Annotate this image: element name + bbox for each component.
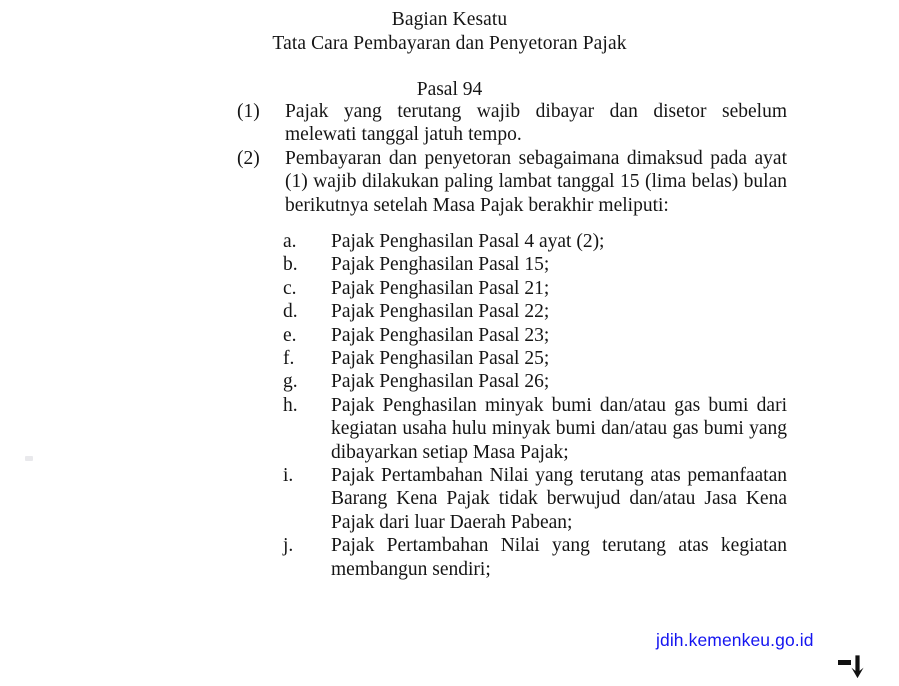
list-item: [283, 464, 787, 534]
list-item-text: Pajak Penghasilan Pasal 23;: [331, 324, 550, 346]
list-item-text: Pajak Pertambahan Nilai yang terutang atas pemanfaatan Barang Kena Pajak tidak berwujud dan/atau Jasa Kena Pajak dari luar Daerah Pabean;: [331, 465, 787, 533]
list-item-text: Pajak Penghasilan Pasal 21;: [331, 277, 550, 299]
list-item-marker: a.: [283, 231, 297, 252]
list-item: [283, 347, 787, 370]
list-item-text: Pajak Penghasilan Pasal 22;: [331, 301, 550, 323]
list-item: [283, 534, 787, 581]
list-item-text: Pajak Penghasilan Pasal 26;: [331, 371, 550, 393]
list-item-marker: i.: [283, 465, 294, 487]
paragraph-text: Pajak yang terutang wajib dibayar dan disetor sebelum melewati tanggal jatuh tempo.: [285, 101, 787, 146]
scan-artifact-speck: [25, 456, 33, 461]
section-heading-block: [0, 8, 899, 56]
section-heading: Bagian Kesatu: [391, 9, 508, 30]
list-item-text: Pajak Penghasilan minyak bumi dan/atau gas bumi dari kegiatan usaha hulu minyak bumi dan/atau gas bumi yang dibayarkan setiap Masa Pajak;: [331, 394, 787, 463]
list-item: [283, 230, 787, 253]
paragraph-text: Pembayaran dan penyetoran sebagaimana dimaksud pada ayat (1) wajib dilakukan paling lambat tanggal 15 (lima belas) bulan berikutnya setelah Masa Pajak berakhir meliputi:: [285, 147, 787, 216]
list-item: [283, 300, 787, 323]
list-item: [283, 370, 787, 393]
list-item: [283, 277, 787, 300]
list-item-marker: f.: [283, 348, 295, 370]
list-item-text: Pajak Penghasilan Pasal 4 ayat (2);: [331, 231, 605, 252]
paragraph-marker: (1): [237, 101, 260, 122]
list-item-marker: h.: [283, 394, 298, 416]
lettered-sub-item-list: [283, 230, 787, 581]
list-item-marker: j.: [283, 535, 294, 557]
list-item: [283, 324, 787, 347]
list-item-marker: d.: [283, 301, 298, 323]
list-item-marker: g.: [283, 371, 298, 393]
numbered-paragraph: [237, 100, 787, 147]
article-heading: Pasal 94: [416, 79, 483, 100]
list-item-marker: e.: [283, 324, 297, 346]
list-item: [283, 394, 787, 464]
list-item-text: Pajak Penghasilan Pasal 15;: [331, 254, 550, 276]
watermark-url: jdih.kemenkeu.go.id: [656, 630, 814, 650]
list-item-marker: b.: [283, 254, 298, 276]
list-item-text: Pajak Penghasilan Pasal 25;: [331, 348, 550, 370]
section-subheading: Tata Cara Pembayaran dan Penyetoran Pajak: [272, 33, 627, 54]
arrow-down-cursor-icon: [838, 655, 868, 681]
numbered-paragraph: [237, 147, 787, 217]
list-item: [283, 253, 787, 276]
list-item-text: Pajak Pertambahan Nilai yang terutang atas kegiatan membangun sendiri;: [331, 535, 787, 580]
list-item-marker: c.: [283, 277, 297, 299]
numbered-paragraph-list: [237, 100, 787, 217]
paragraph-marker: (2): [237, 147, 260, 169]
